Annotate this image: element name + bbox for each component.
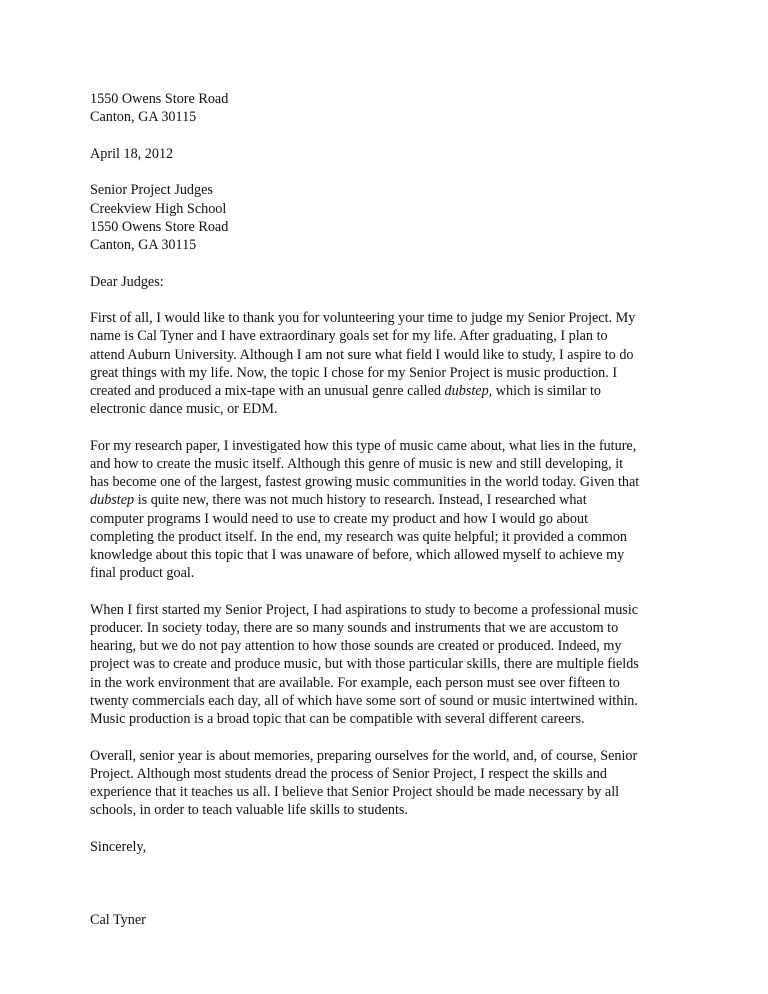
salutation <box>90 273 690 291</box>
letter-date <box>90 145 690 163</box>
paragraph-line <box>90 473 690 491</box>
line-text: Music production is a broad topic that can be compatible with several different careers. <box>90 711 585 728</box>
paragraph-line <box>90 619 690 637</box>
paragraph-line <box>90 309 690 327</box>
line-text: schools, in order to teach valuable life skills to students. <box>90 802 408 819</box>
sender-city-state-zip: Canton, GA 30115 <box>90 109 197 126</box>
paragraph-line <box>90 655 690 673</box>
paragraph-line <box>90 765 690 783</box>
recipient-city-state-zip: Canton, GA 30115 <box>90 237 197 253</box>
recipient-address <box>90 181 690 254</box>
paragraph-line <box>90 528 690 546</box>
paragraph-line <box>90 437 690 455</box>
sender-address <box>90 90 690 126</box>
sender-street: 1550 Owens Store Road <box>90 91 229 107</box>
letter-body <box>90 309 690 819</box>
line-text: producer. In society today, there are so many sounds and instruments that we are accustom to <box>90 620 619 637</box>
signature-space <box>90 856 690 893</box>
line-text: is quite new, there was not much history to research. Instead, I researched what <box>134 492 587 509</box>
salutation-text: Dear Judges: <box>90 273 164 290</box>
closing-text: Sincerely, <box>90 838 147 855</box>
paragraph-line <box>90 564 690 582</box>
line-text: created and produced a mix-tape with an unusual genre called <box>90 383 445 399</box>
date-text: April 18, 2012 <box>90 145 174 162</box>
line-text: For my research paper, I investigated how this type of music came about, what lies in the future, <box>90 437 637 454</box>
paragraph-line <box>90 400 690 418</box>
line-text: completing the product itself. In the end, my research was quite helpful; it provided a common <box>90 528 628 545</box>
paragraph-line <box>90 510 690 528</box>
recipient-line1: Senior Project Judges <box>90 182 213 199</box>
line-text: electronic dance music, or EDM. <box>90 401 278 418</box>
closing <box>90 838 690 856</box>
paragraph-line <box>90 491 690 509</box>
line-text: knowledge about this topic that I was unaware of before, which allowed myself to achieve my <box>90 547 625 564</box>
line-text: computer programs I would need to use to create my product and how I would go about <box>90 510 589 527</box>
paragraph-line <box>90 327 690 345</box>
body-paragraph <box>90 601 690 728</box>
paragraph-line <box>90 382 690 400</box>
signature-name: Cal Tyner <box>90 912 146 929</box>
line-text: experience that it teaches us all. I believe that Senior Project should be made necessary by all <box>90 784 620 801</box>
body-paragraph <box>90 309 690 418</box>
line-text: and how to create the music itself. Although this genre of music is new and still developing, it <box>90 456 624 472</box>
paragraph-line <box>90 546 690 564</box>
line-text: attend Auburn University. Although I am not sure what field I would like to study, I aspire to do <box>90 346 634 363</box>
line-text: When I first started my Senior Project, I had aspirations to study to become a professional music <box>90 601 639 618</box>
line-text: Overall, senior year is about memories, preparing ourselves for the world, and, of course, Senior <box>90 747 638 764</box>
paragraph-line <box>90 346 690 364</box>
line-text: First of all, I would like to thank you for volunteering your time to judge my Senior Project. My <box>90 310 636 327</box>
italic-term: dubstep, <box>444 383 493 399</box>
line-text: hearing, but we do not pay attention to how those sounds are created or produced. Indeed, my <box>90 638 622 655</box>
paragraph-line <box>90 601 690 619</box>
line-text: which is similar to <box>492 383 601 399</box>
line-text: name is Cal Tyner and I have extraordinary goals set for my life. After graduating, I plan to <box>90 328 608 345</box>
line-text: Project. Although most students dread the process of Senior Project, I respect the skills and <box>90 765 607 782</box>
paragraph-line <box>90 674 690 692</box>
italic-term: dubstep <box>90 492 135 509</box>
paragraph-line <box>90 801 690 819</box>
paragraph-line <box>90 710 690 728</box>
recipient-line2: Creekview High School <box>90 200 227 217</box>
line-text: final product goal. <box>90 565 195 582</box>
paragraph-line <box>90 637 690 655</box>
line-text: twenty commercials each day, all of which have some sort of sound or music intertwined within. <box>90 692 638 709</box>
body-paragraph <box>90 437 690 583</box>
paragraph-line <box>90 692 690 710</box>
paragraph-line <box>90 364 690 382</box>
body-paragraph <box>90 747 690 820</box>
line-text: project was to create and produce music, but with those particular skills, there are multiple fields <box>90 656 639 673</box>
letter-page <box>90 90 690 930</box>
paragraph-line <box>90 783 690 801</box>
paragraph-line <box>90 747 690 765</box>
signature <box>90 911 690 929</box>
paragraph-line <box>90 455 690 473</box>
line-text: in the work environment that are available. For example, each person must see over fifteen to <box>90 674 620 691</box>
line-text: has become one of the largest, fastest growing music communities in the world today. Given that <box>90 474 640 491</box>
line-text: great things with my life. Now, the topic I chose for my Senior Project is music production. I <box>90 364 618 381</box>
recipient-street: 1550 Owens Store Road <box>90 218 229 235</box>
